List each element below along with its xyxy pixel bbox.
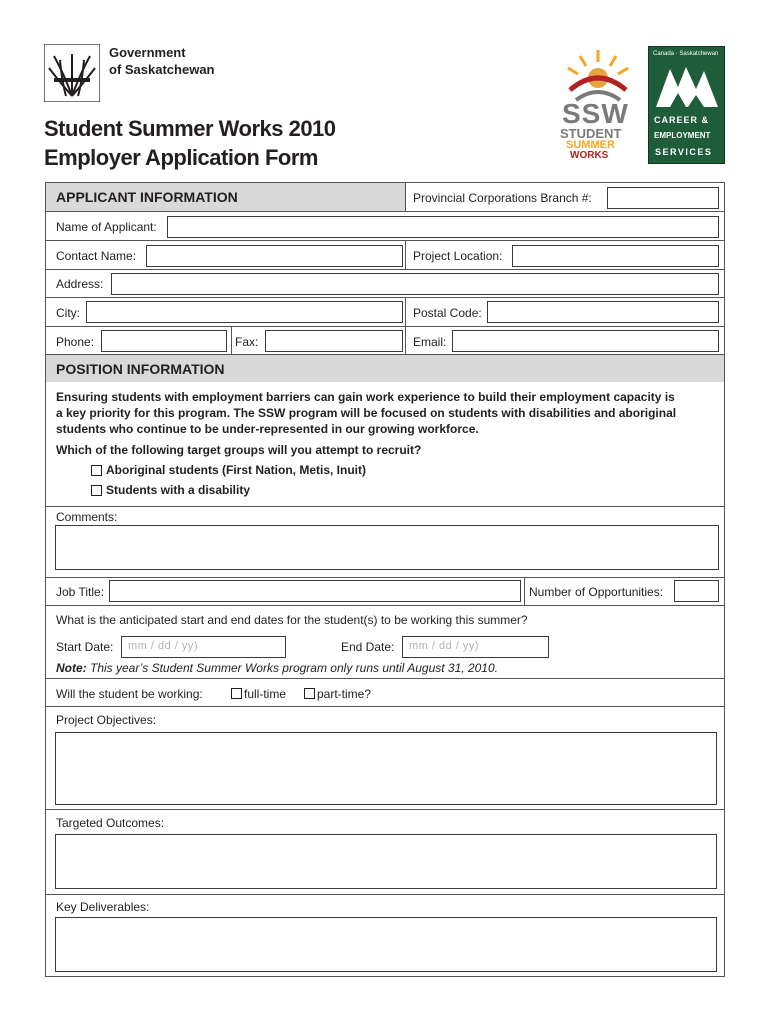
form-title-line-2: Employer Application Form [44, 145, 318, 170]
ces-line-3: SERVICES [655, 147, 713, 157]
deliverables-textarea[interactable] [55, 917, 717, 972]
email-input[interactable] [452, 330, 719, 352]
job-title-input[interactable] [109, 580, 521, 602]
address-input[interactable] [111, 273, 719, 295]
applicant-name-label: Name of Applicant: [56, 220, 157, 234]
ces-line-2: EMPLOYMENT [654, 131, 711, 140]
city-input[interactable] [86, 301, 403, 323]
aboriginal-checkbox[interactable] [91, 465, 102, 476]
fax-input[interactable] [265, 330, 403, 352]
project-location-label: Project Location: [413, 249, 503, 263]
ssw-student-text: STUDENT [560, 126, 622, 141]
phone-input[interactable] [101, 330, 227, 352]
end-date-label: End Date: [341, 640, 395, 654]
program-note [56, 661, 498, 675]
gov-line-1: Government [109, 45, 186, 60]
form-title-line-1: Student Summer Works 2010 [44, 116, 336, 141]
start-date-label: Start Date: [56, 640, 114, 654]
city-label: City: [56, 306, 80, 320]
applicant-section-title: APPLICANT INFORMATION [56, 189, 238, 205]
fulltime-checkbox[interactable] [231, 688, 242, 699]
working-type-label: Will the student be working: [56, 687, 203, 701]
disability-label: Students with a disability [106, 483, 251, 497]
position-section-header [46, 354, 724, 382]
job-title-label: Job Title: [56, 585, 105, 599]
parttime-label: part-time? [317, 687, 372, 701]
corp-branch-label: Provincial Corporations Branch #: [413, 191, 592, 205]
contact-name-input[interactable] [146, 245, 403, 267]
applicant-name-input[interactable] [167, 216, 719, 238]
contact-name-label: Contact Name: [56, 249, 137, 263]
ssw-works-text: WORKS [570, 150, 609, 161]
target-groups-question: Which of the following target groups will you attempt to recruit? [56, 443, 422, 457]
trees-icon [652, 63, 722, 109]
intro-line-3: students who continue to be under-represented in our growing workforce. [56, 422, 479, 436]
comments-label: Comments: [56, 510, 118, 524]
applicant-section-header [46, 183, 405, 211]
phone-label: Phone: [56, 335, 95, 349]
gov-sask-logo [44, 44, 100, 102]
opportunities-label: Number of Opportunities: [529, 585, 664, 599]
parttime-checkbox[interactable] [304, 688, 315, 699]
start-date-placeholder: mm / dd / yy) [128, 640, 199, 652]
project-location-input[interactable] [512, 245, 719, 267]
outcomes-textarea[interactable] [55, 834, 717, 889]
ssw-big-text: SSW [562, 98, 629, 129]
objectives-textarea[interactable] [55, 732, 717, 805]
comments-textarea[interactable] [55, 525, 719, 570]
intro-line-2: a key priority for this program. The SSW program will be focused on students with disabilities and aboriginal [56, 406, 677, 420]
career-employment-logo [648, 46, 725, 164]
postal-code-input[interactable] [487, 301, 719, 323]
opportunities-input[interactable] [674, 580, 719, 602]
note-text: This year’s Student Summer Works program only runs until August 31, 2010. [86, 661, 498, 675]
fax-label: Fax: [235, 335, 259, 349]
intro-line-1: Ensuring students with employment barriers can gain work experience to build their employment capacity is [56, 390, 675, 404]
ssw-logo [556, 46, 640, 164]
ces-line-1: CAREER & [654, 115, 710, 125]
wheat-sheaf-icon [44, 44, 100, 102]
position-section-title: POSITION INFORMATION [56, 361, 225, 377]
disability-checkbox[interactable] [91, 485, 102, 496]
dates-question: What is the anticipated start and end dates for the student(s) to be working this summer? [56, 613, 528, 627]
postal-code-label: Postal Code: [413, 306, 482, 320]
aboriginal-label: Aboriginal students (First Nation, Metis, Inuit) [106, 463, 366, 477]
end-date-placeholder: mm / dd / yy) [409, 640, 480, 652]
ces-top-text: Canada · Saskatchewan [653, 51, 719, 57]
gov-line-2: of Saskatchewan [109, 62, 215, 77]
start-date-input[interactable] [121, 636, 286, 658]
outcomes-label: Targeted Outcomes: [56, 816, 165, 830]
deliverables-label: Key Deliverables: [56, 900, 150, 914]
fulltime-label: full-time [244, 687, 287, 701]
note-bold: Note: [56, 661, 87, 675]
address-label: Address: [56, 277, 104, 291]
end-date-input[interactable] [402, 636, 549, 658]
ssw-summer-text: SUMMER [566, 139, 615, 151]
objectives-label: Project Objectives: [56, 713, 157, 727]
corp-branch-input[interactable] [607, 187, 719, 209]
email-label: Email: [413, 335, 447, 349]
